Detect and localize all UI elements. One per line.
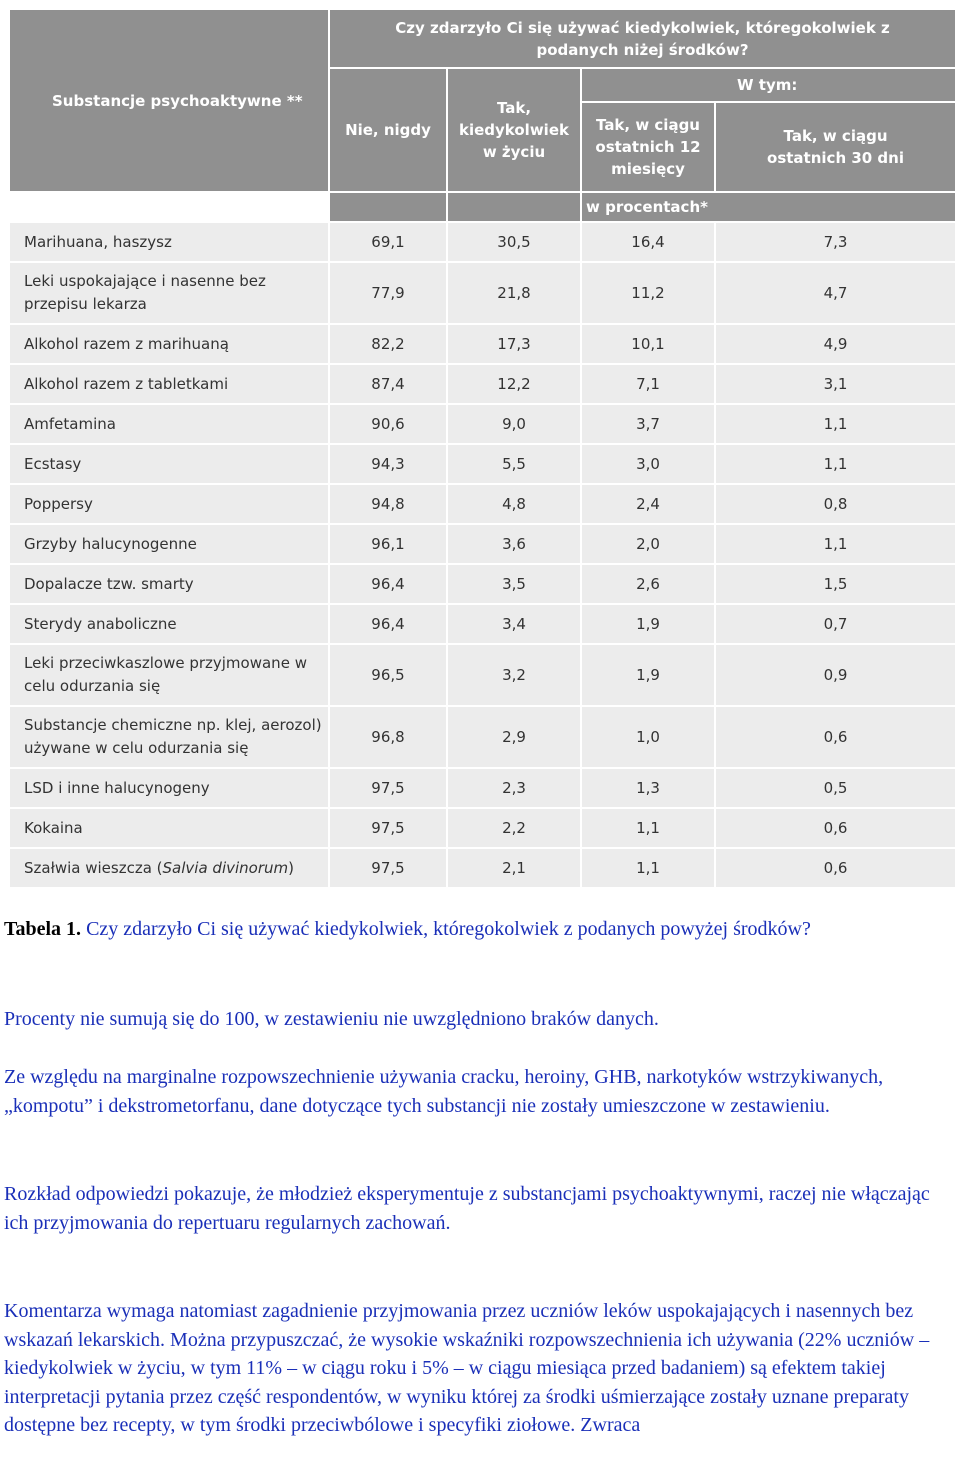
paragraph-distribution: Rozkład odpowiedzi pokazuje, że młodzież eksperymentuje z substancjami psychoaktywnymi, raczej nie włączając ich przyjmowania do repertuaru regularnych zachowań. bbox=[4, 1183, 930, 1234]
cell-ever: 9,0 bbox=[447, 404, 581, 444]
substance-name: Szałwia wieszcza ( bbox=[24, 858, 163, 877]
table-row bbox=[9, 524, 956, 564]
row-substance bbox=[9, 222, 329, 262]
cell-d30: 0,5 bbox=[715, 768, 956, 808]
paragraph-note: Procenty nie sumują się do 100, w zestawieniu nie uwzględniono braków danych. bbox=[4, 1008, 659, 1030]
row-substance bbox=[9, 644, 329, 706]
substance-name: LSD i inne halucynogeny bbox=[24, 778, 210, 797]
cell-ever: 30,5 bbox=[447, 222, 581, 262]
row-substance bbox=[9, 262, 329, 324]
row-substance bbox=[9, 404, 329, 444]
table-caption bbox=[4, 915, 944, 944]
row-substance bbox=[9, 484, 329, 524]
cell-m12: 1,3 bbox=[581, 768, 715, 808]
cell-d30: 4,7 bbox=[715, 262, 956, 324]
cell-d30: 0,6 bbox=[715, 848, 956, 888]
cell-ever: 3,5 bbox=[447, 564, 581, 604]
row-substance bbox=[9, 604, 329, 644]
cell-never: 96,4 bbox=[329, 604, 447, 644]
substance-name: Sterydy anaboliczne bbox=[24, 614, 177, 633]
row-substance bbox=[9, 444, 329, 484]
substance-name: Poppersy bbox=[24, 494, 93, 513]
cell-never: 97,5 bbox=[329, 808, 447, 848]
cell-never: 96,1 bbox=[329, 524, 447, 564]
cell-ever: 3,2 bbox=[447, 644, 581, 706]
table-row bbox=[9, 706, 956, 768]
table-row bbox=[9, 444, 956, 484]
table-row bbox=[9, 262, 956, 324]
cell-m12: 2,0 bbox=[581, 524, 715, 564]
cell-d30: 0,6 bbox=[715, 808, 956, 848]
cell-d30: 0,9 bbox=[715, 644, 956, 706]
header-never: Nie, nigdy bbox=[329, 68, 447, 192]
header-unit: w procentach* bbox=[581, 192, 956, 222]
cell-never: 87,4 bbox=[329, 364, 447, 404]
cell-ever: 3,4 bbox=[447, 604, 581, 644]
header-last12: Tak, w ciągu ostatnich 12 miesięcy bbox=[581, 102, 715, 192]
row-substance bbox=[9, 848, 329, 888]
cell-d30: 1,1 bbox=[715, 404, 956, 444]
table-row bbox=[9, 644, 956, 706]
cell-m12: 1,9 bbox=[581, 604, 715, 644]
row-substance bbox=[9, 706, 329, 768]
substance-name: Dopalacze tzw. smarty bbox=[24, 574, 194, 593]
cell-never: 96,5 bbox=[329, 644, 447, 706]
cell-d30: 0,6 bbox=[715, 706, 956, 768]
cell-d30: 7,3 bbox=[715, 222, 956, 262]
cell-never: 94,8 bbox=[329, 484, 447, 524]
cell-m12: 1,1 bbox=[581, 808, 715, 848]
substance-name: Kokaina bbox=[24, 818, 83, 837]
cell-never: 94,3 bbox=[329, 444, 447, 484]
cell-ever: 5,5 bbox=[447, 444, 581, 484]
cell-ever: 4,8 bbox=[447, 484, 581, 524]
cell-d30: 3,1 bbox=[715, 364, 956, 404]
caption-label: Tabela 1. bbox=[4, 918, 82, 940]
paragraph-omitted: Ze względu na marginalne rozpowszechnienie używania cracku, heroiny, GHB, narkotyków wstrzykiwanych, „kompotu” i dekstrometorfanu, dane dotyczące tych substancji nie zostały umieszczone w zestawieniu. bbox=[4, 1066, 884, 1117]
cell-m12: 3,7 bbox=[581, 404, 715, 444]
cell-m12: 1,9 bbox=[581, 644, 715, 706]
cell-d30: 0,8 bbox=[715, 484, 956, 524]
cell-ever: 3,6 bbox=[447, 524, 581, 564]
row-substance bbox=[9, 564, 329, 604]
row-substance bbox=[9, 364, 329, 404]
cell-m12: 11,2 bbox=[581, 262, 715, 324]
table-row bbox=[9, 364, 956, 404]
header-ever: Tak, kiedykolwiek w życiu bbox=[447, 68, 581, 192]
substance-name: Alkohol razem z tabletkami bbox=[24, 374, 229, 393]
table-row bbox=[9, 604, 956, 644]
cell-never: 97,5 bbox=[329, 848, 447, 888]
table-row bbox=[9, 404, 956, 444]
substance-name: Alkohol razem z marihuaną bbox=[24, 334, 229, 353]
substance-name-end: ) bbox=[288, 858, 294, 877]
cell-never: 77,9 bbox=[329, 262, 447, 324]
cell-ever: 2,9 bbox=[447, 706, 581, 768]
header-question: Czy zdarzyło Ci się używać kiedykolwiek, któregokolwiek z podanych niżej środków? bbox=[329, 9, 956, 68]
cell-m12: 2,6 bbox=[581, 564, 715, 604]
cell-d30: 4,9 bbox=[715, 324, 956, 364]
cell-ever: 2,2 bbox=[447, 808, 581, 848]
paragraph-comment: Komentarza wymaga natomiast zagadnienie przyjmowania przez uczniów leków uspokajających i nasennych bez wskazań lekarskich. Można przypuszczać, że wysokie wskaźniki rozpowszechnienia ich używania (22% uczniów – kiedykolwiek w życiu, w tym 11% – w ciągu roku i 5% – w ciągu miesiąca przed badaniem) są efektem takiej interpretacji pytania przez część respondentów, w wyniku której za środki uśmierzające zostały uznane preparaty dostępne bez recepty, w tym środki przeciwbólowe i specyfiki ziołowe. Zwraca bbox=[4, 1300, 930, 1436]
substance-name: Amfetamina bbox=[24, 414, 116, 433]
cell-m12: 16,4 bbox=[581, 222, 715, 262]
cell-ever: 2,3 bbox=[447, 768, 581, 808]
table-row bbox=[9, 222, 956, 262]
table-row bbox=[9, 324, 956, 364]
cell-d30: 1,1 bbox=[715, 524, 956, 564]
cell-m12: 10,1 bbox=[581, 324, 715, 364]
cell-m12: 2,4 bbox=[581, 484, 715, 524]
cell-m12: 1,0 bbox=[581, 706, 715, 768]
cell-m12: 3,0 bbox=[581, 444, 715, 484]
cell-d30: 1,5 bbox=[715, 564, 956, 604]
substance-name: Marihuana, haszysz bbox=[24, 232, 172, 251]
cell-never: 90,6 bbox=[329, 404, 447, 444]
cell-ever: 17,3 bbox=[447, 324, 581, 364]
header-last30: Tak, w ciągu ostatnich 30 dni bbox=[715, 102, 956, 192]
cell-d30: 0,7 bbox=[715, 604, 956, 644]
table-row bbox=[9, 484, 956, 524]
table-row bbox=[9, 848, 956, 888]
cell-never: 96,8 bbox=[329, 706, 447, 768]
substance-name: Leki przeciwkaszlowe przyjmowane w celu odurzania się bbox=[24, 654, 307, 695]
row-substance bbox=[9, 324, 329, 364]
row-substance bbox=[9, 768, 329, 808]
row-substance bbox=[9, 524, 329, 564]
cell-never: 82,2 bbox=[329, 324, 447, 364]
substance-name-latin: Salvia divinorum bbox=[162, 858, 289, 877]
cell-m12: 1,1 bbox=[581, 848, 715, 888]
table-row bbox=[9, 808, 956, 848]
cell-ever: 12,2 bbox=[447, 364, 581, 404]
cell-never: 97,5 bbox=[329, 768, 447, 808]
caption-title: Czy zdarzyło Ci się używać kiedykolwiek, któregokolwiek z podanych powyżej środków? bbox=[81, 918, 811, 940]
substance-name: Leki uspokajające i nasenne bez przepisu lekarza bbox=[24, 272, 266, 313]
table-row bbox=[9, 768, 956, 808]
substance-name: Grzyby halucynogenne bbox=[24, 534, 197, 553]
header-substances: Substancje psychoaktywne ** bbox=[9, 9, 329, 192]
cell-d30: 1,1 bbox=[715, 444, 956, 484]
row-substance bbox=[9, 808, 329, 848]
cell-never: 69,1 bbox=[329, 222, 447, 262]
cell-m12: 7,1 bbox=[581, 364, 715, 404]
header-of-which: W tym: bbox=[581, 68, 956, 102]
substances-table bbox=[8, 8, 957, 889]
substance-name: Ecstasy bbox=[24, 454, 82, 473]
table-row bbox=[9, 564, 956, 604]
cell-ever: 2,1 bbox=[447, 848, 581, 888]
substance-name: Substancje chemiczne np. klej, aerozol) używane w celu odurzania się bbox=[24, 716, 322, 757]
cell-ever: 21,8 bbox=[447, 262, 581, 324]
cell-never: 96,4 bbox=[329, 564, 447, 604]
